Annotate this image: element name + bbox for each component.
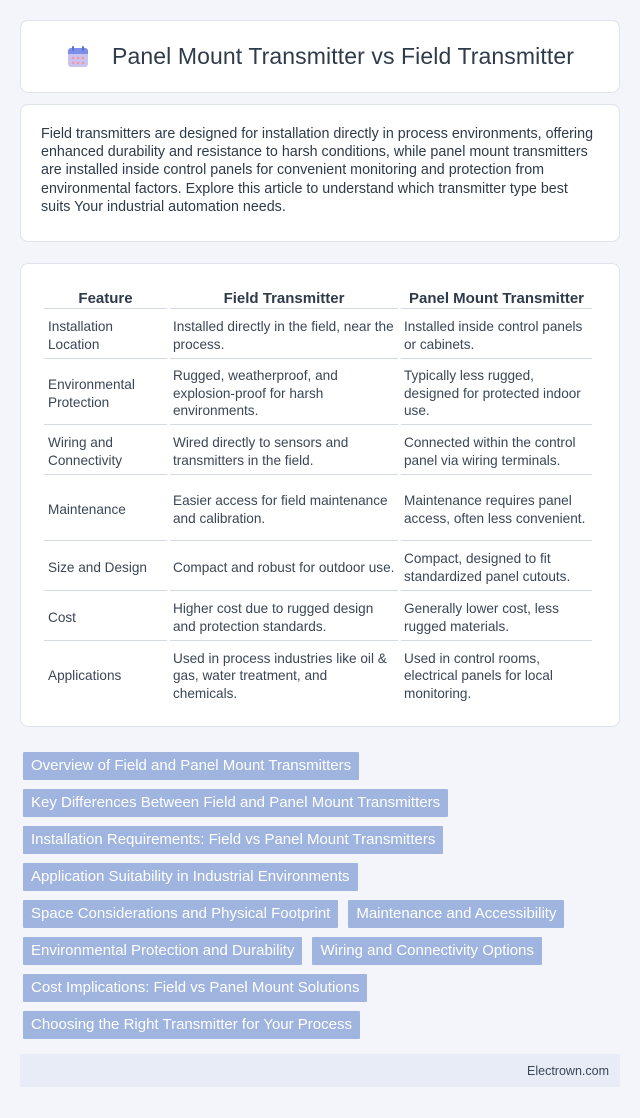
tag-row xyxy=(23,937,623,965)
table-row xyxy=(44,641,592,707)
field-cell: Higher cost due to rugged design and protection standards. xyxy=(170,591,398,641)
table-header-row xyxy=(44,284,592,309)
tag-row xyxy=(23,974,623,1002)
feature-cell: Cost xyxy=(44,591,167,641)
feature-cell: Environmental Protection xyxy=(44,359,167,425)
topic-link-installation-requirements[interactable]: Installation Requirements: Field vs Panel Mount Transmitters xyxy=(23,826,443,854)
panel-cell: Generally lower cost, less rugged materials. xyxy=(401,591,592,641)
table-row xyxy=(44,541,592,591)
panel-cell: Compact, designed to fit standardized panel cutouts. xyxy=(401,541,592,591)
panel-cell: Maintenance requires panel access, often less convenient. xyxy=(401,475,592,541)
topic-link-space-considerations[interactable]: Space Considerations and Physical Footprint xyxy=(23,900,338,928)
header-panel-mount-transmitter: Panel Mount Transmitter xyxy=(401,284,592,309)
intro-text: Field transmitters are designed for installation directly in process environments, offering enhanced durability and resistance to harsh conditions, while panel mount transmitters are installed inside control panels for convenient monitoring and protection from environmental factors. Explore this article to understand which transmitter type best suits Your industrial automation needs. xyxy=(41,126,594,215)
comparison-table-card xyxy=(20,263,620,727)
feature-cell: Wiring and Connectivity xyxy=(44,425,167,475)
page-title: Panel Mount Transmitter vs Field Transmitter xyxy=(112,43,574,69)
table-row xyxy=(44,359,592,425)
feature-cell: Installation Location xyxy=(44,309,167,359)
field-cell: Easier access for field maintenance and calibration. xyxy=(170,475,398,541)
footer-brand: Electrown.com xyxy=(527,1063,609,1078)
feature-cell: Applications xyxy=(48,668,122,684)
feature-cell: Maintenance xyxy=(44,475,167,541)
topic-link-choosing-transmitter[interactable]: Choosing the Right Transmitter for Your Process xyxy=(23,1011,360,1039)
calendar-grid-icon xyxy=(66,45,90,69)
field-cell: Rugged, weatherproof, and explosion-proof for harsh environments. xyxy=(170,359,398,425)
field-cell: Compact and robust for outdoor use. xyxy=(170,541,398,591)
topic-link-application-suitability[interactable]: Application Suitability in Industrial Environments xyxy=(23,863,358,891)
topic-link-key-differences[interactable]: Key Differences Between Field and Panel Mount Transmitters xyxy=(23,789,448,817)
panel-cell: Typically less rugged, designed for protected indoor use. xyxy=(401,359,592,425)
tag-row xyxy=(23,789,623,817)
feature-cell: Size and Design xyxy=(44,541,167,591)
topic-link-wiring[interactable]: Wiring and Connectivity Options xyxy=(312,937,541,965)
field-cell: Wired directly to sensors and transmitters in the field. xyxy=(170,425,398,475)
header-field-transmitter: Field Transmitter xyxy=(170,284,398,309)
panel-cell: Used in control rooms, electrical panels for local monitoring. xyxy=(404,650,553,701)
panel-cell: Installed inside control panels or cabinets. xyxy=(401,309,592,359)
table-row xyxy=(44,309,592,359)
tag-row xyxy=(23,900,623,928)
field-cell: Installed directly in the field, near the process. xyxy=(170,309,398,359)
tag-row xyxy=(23,863,623,891)
title-card xyxy=(20,20,620,93)
table-row xyxy=(44,425,592,475)
related-topics xyxy=(23,752,623,1048)
topic-link-environmental-protection[interactable]: Environmental Protection and Durability xyxy=(23,937,302,965)
tag-row xyxy=(23,826,623,854)
header-feature: Feature xyxy=(44,284,167,309)
topic-link-cost-implications[interactable]: Cost Implications: Field vs Panel Mount Solutions xyxy=(23,974,367,1002)
comparison-table xyxy=(41,284,595,707)
panel-cell: Connected within the control panel via wiring terminals. xyxy=(401,425,592,475)
table-row xyxy=(44,475,592,541)
table-row xyxy=(44,591,592,641)
footer xyxy=(20,1054,620,1087)
topic-link-maintenance[interactable]: Maintenance and Accessibility xyxy=(348,900,564,928)
tag-row xyxy=(23,752,623,780)
field-cell: Used in process industries like oil & gas, water treatment, and chemicals. xyxy=(173,650,387,701)
intro-card xyxy=(20,104,620,242)
tag-row xyxy=(23,1011,623,1039)
topic-link-overview[interactable]: Overview of Field and Panel Mount Transmitters xyxy=(23,752,359,780)
